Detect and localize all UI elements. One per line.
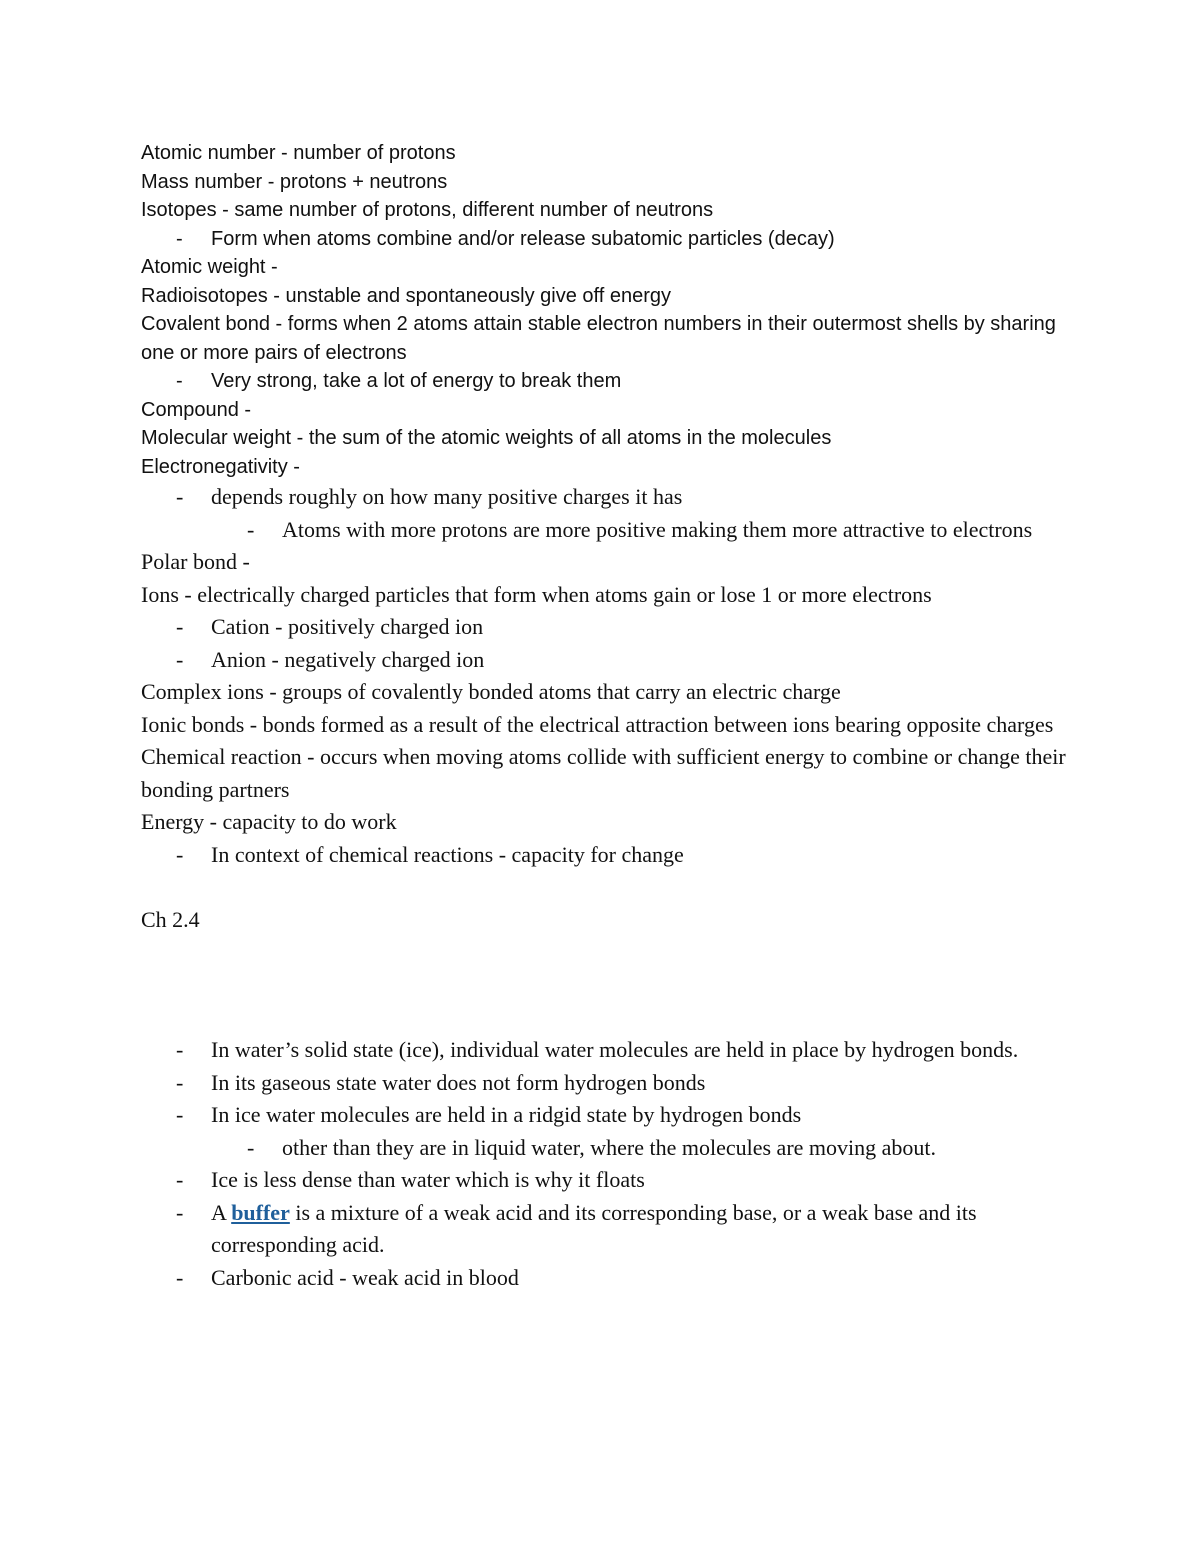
bullet-dash: - [176, 614, 184, 639]
bullet-item [141, 1034, 1071, 1067]
note-line: Electronegativity - [141, 455, 300, 478]
bullet-item [141, 1099, 1071, 1132]
section-heading: Ch 2.4 [141, 906, 200, 932]
bullet-dash: - [247, 1134, 255, 1160]
note-line: Mass number - protons + neutrons [141, 170, 448, 193]
bullet-dash: - [176, 1037, 184, 1062]
note-line: Radioisotopes - unstable and spontaneously give off energy [141, 284, 671, 307]
blank-line [141, 871, 1071, 904]
bullet-text: Form when atoms combine and/or release subatomic particles (decay) [211, 227, 835, 250]
note-line: Atomic number - number of protons [141, 142, 456, 164]
buffer-prefix: A [211, 1199, 226, 1225]
bullet-text: In context of chemical reactions - capacity for change [211, 841, 684, 867]
note-line: Molecular weight - the sum of the atomic weights of all atoms in the molecules [141, 427, 832, 449]
bullet-text: Atoms with more protons are more positive making them more attractive to electrons [282, 516, 1033, 542]
bullet-text: In ice water molecules are held in a ridgid state by hydrogen bonds [211, 1102, 802, 1127]
bullet-text: depends roughly on how many positive charges it has [211, 484, 683, 509]
note-line: Ionic bonds - bonds formed as a result of the electrical attraction between ions bearing opposite charges [141, 711, 1054, 737]
bullet-text: Ice is less dense than water which is why it floats [211, 1167, 645, 1192]
bullet-item [141, 1164, 1071, 1197]
bullet-dash: - [176, 370, 183, 392]
bullet-item [141, 644, 1071, 677]
bullet-text: Carbonic acid - weak acid in blood [211, 1264, 519, 1290]
bullet-item [141, 1067, 1071, 1100]
note-line: Chemical reaction - occurs when moving atoms collide with sufficient energy to combine or change their bonding partners [141, 744, 1066, 802]
bullet-text: other than they are in liquid water, where the molecules are moving about. [282, 1134, 937, 1160]
bullet-item [141, 1262, 1071, 1295]
bullet-item [141, 481, 1071, 514]
note-line: Isotopes - same number of protons, different number of neutrons [141, 199, 714, 221]
sub-bullet-item [141, 514, 1071, 547]
notes-section-sans [141, 139, 1071, 481]
buffer-link[interactable]: buffer [231, 1199, 290, 1225]
bullet-item [141, 367, 1071, 396]
note-line: Ions - electrically charged particles that form when atoms gain or lose 1 or more electrons [141, 581, 932, 607]
bullet-text: Cation - positively charged ion [211, 614, 484, 639]
bullet-text: In water’s solid state (ice), individual water molecules are held in place by hydrogen bonds. [211, 1037, 1019, 1062]
bullet-text: Very strong, take a lot of energy to break them [211, 370, 622, 392]
note-line: Energy - capacity to do work [141, 809, 397, 834]
notes-section-serif [141, 481, 1071, 936]
bullet-dash: - [176, 1199, 184, 1225]
bullet-item [141, 611, 1071, 644]
bullet-dash: - [176, 484, 184, 509]
bullet-dash: - [176, 1102, 184, 1127]
bullet-dash: - [247, 516, 255, 542]
bullet-dash: - [176, 1069, 184, 1095]
bullet-dash: - [176, 1167, 184, 1192]
bullet-item [141, 1197, 1071, 1262]
note-line: Atomic weight - [141, 256, 278, 278]
bullet-dash: - [176, 1264, 184, 1290]
bullet-text [211, 1200, 977, 1258]
note-line: Polar bond - [141, 549, 250, 574]
notes-section-ch24 [141, 1034, 1071, 1294]
buffer-suffix: is a mixture of a weak acid and its corresponding base, or a weak base and its corresponding acid. [211, 1199, 977, 1257]
bullet-item [141, 839, 1071, 872]
bullet-text: In its gaseous state water does not form hydrogen bonds [211, 1069, 706, 1095]
note-line: Complex ions - groups of covalently bonded atoms that carry an electric charge [141, 679, 841, 704]
sub-bullet-item [141, 1132, 1071, 1165]
bullet-item [141, 225, 1071, 254]
bullet-dash: - [176, 646, 184, 672]
bullet-dash: - [176, 227, 183, 250]
bullet-text: Anion - negatively charged ion [211, 646, 485, 672]
note-line: Compound - [141, 398, 252, 421]
bullet-dash: - [176, 841, 184, 867]
note-line: Covalent bond - forms when 2 atoms attain stable electron numbers in their outermost shells by sharing one or more pairs of electrons [141, 313, 1056, 364]
